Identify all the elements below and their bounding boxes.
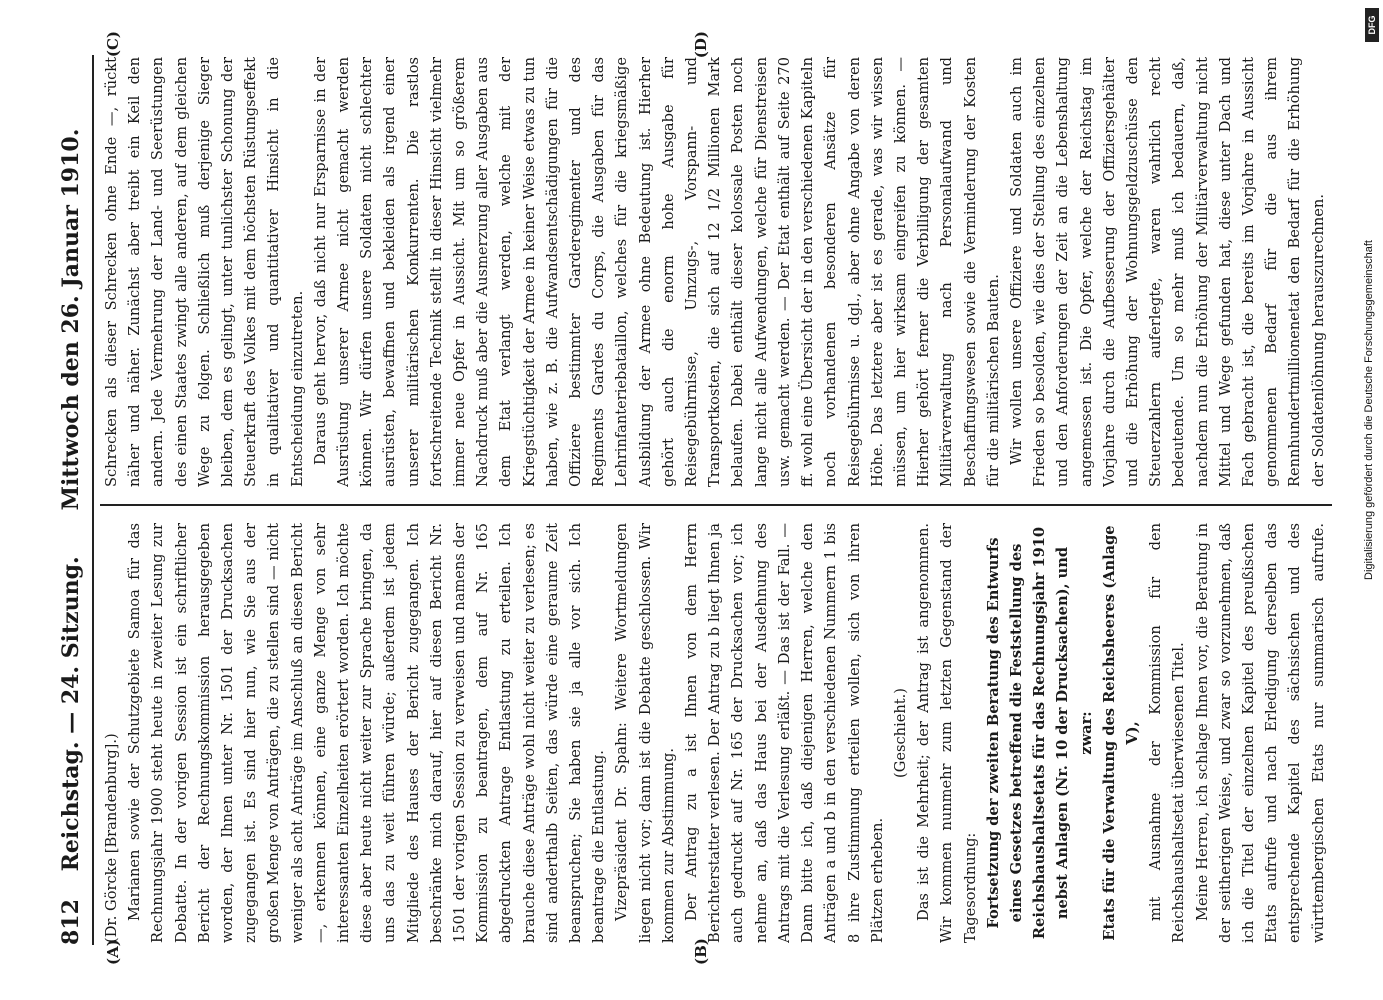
paragraph: Schrecken als dieser Schrecken ohne Ende —, rückt näher und näher. Zunächst aber treibt ein Keil den andern. Jede Vermehrung der Land- und Seerüstungen des einen Staates zwingt alle anderen, auf dem gleichen Wege zu folgen. Schließlich muß derjenige Sieger bleiben, dem es gelingt, unter tunlichster Schonung der Steuerkraft des Volkes mit dem höchsten Rüstungseffekt in qualitativer und quantitativer Hinsicht in die Entscheidung einzutreten.	[102, 57, 306, 487]
session-title: Reichstag. — 24. Sitzung.	[57, 556, 84, 872]
page-header	[58, 55, 88, 945]
margin-mark-c: (C)	[103, 31, 122, 58]
speaker-tag: (Dr. Görcke [Brandenburg].)	[102, 733, 120, 943]
margin-mark-b: (B)	[691, 938, 710, 965]
paragraph: Daraus geht hervor, daß nicht nur Ersparnisse in der Ausrüstung unserer Armee nicht gemacht werden können. Wir dürfen unsere Soldaten nicht schlechter ausrüsten, bewaffnen und bekleiden als irgend einer unserer militärischen Konkurrenten. Die rastlos fortschreitende Technik stellt in dieser Hinsicht vielmehr immer neue Opfer in Aussicht. Mit um so größerem Nachdruck muß aber die Ausmerzung aller Ausgaben aus dem Etat verlangt werden, welche mit der Kriegstüchtigkeit der Armee in keiner Weise etwas zu tun haben, wie z. B. die Aufwandsentschädigungen für die Offiziere bestimmter Garderegimenter und des Regiments Gardes du Corps, die Ausgaben für das Lehrinfanteriebataillon, welches für die kriegsmäßige Ausbildung der Armee ohne Bedeutung ist. Hierher gehört auch die enorm hohe Ausgabe für Reisegebührnisse, Umzugs-, Vorspann- und Transportkosten, die sich auf 12 1/2 Millionen Mark belaufen. Dabei enthält dieser kolossale Posten noch lange nicht alle Aufwendungen, welche für Dienstreisen usw. gemacht werden. — Der Etat enthält auf Seite 270 ff. wohl eine Übersicht der in den verschiedenen Kapiteln noch vorhandenen besonderen Ansätze für Reisegebührnisse u. dgl., aber ohne Angabe von deren Höhe. Das letztere aber ist es gerade, was wir wissen müssen, um hier wirksam eingreifen zu können. — Hierher gehört ferner die Verbilligung der gesamten Militärverwaltung nach Personalaufwand und Beschaffungswesen sowie die Verminderung der Kosten für die militärischen Bauten.	[311, 57, 1002, 487]
paragraph: Marianen sowie der Schutzgebiete Samoa für das Rechnungsjahr 1900 steht heute in zweiter Lesung zur Debatte. In der vorigen Session ist ein schriftlicher Bericht der Rechnungskommission herausgegeben worden, der Ihnen unter Nr. 1501 der Drucksachen zugegangen ist. Es sind hier nun, wie Sie aus der großen Menge von Anträgen, die zu stellen sind — nicht weniger als acht Anträge im Anschluß an diesen Bericht —, erkennen können, eine ganze Menge von sehr interessanten Einzelheiten erörtert worden. Ich möchte diese aber heute nicht weiter zur Sprache bringen, da uns das zu weit führen würde; außerdem ist jedem Mitgliede des Hauses der Bericht zugegangen. Ich beschränke mich darauf, hier auf diesen Bericht Nr. 1501 der vorigen Session zu verweisen und namens der Kommission zu beantragen, dem auf Nr. 165 abgedruckten Antrage Entlastung zu erteilen. Ich brauche diese Anträge wohl nicht weiter zu verlesen; es sind anderthalb Seiten, das würde eine geraume Zeit beanspruchen; Sie haben sie ja alle vor sich. Ich beantrage die Entlastung.	[125, 523, 607, 943]
interjection: (Geschieht.)	[891, 688, 909, 778]
column-divider	[100, 504, 1332, 506]
agenda-heading: Fortsetzung der zweiten Beratung des Entwurfs eines Gesetzes betreffend die Feststellung des Reichshaushaltsetats für das Rechnungsjahr 1910 nebst Anlagen (Nr. 10 der Drucksachen), und zwar:	[984, 526, 1095, 940]
paragraph: mit Ausnahme der Kommission für den Reichshaushaltsetat überwiesenen Titel.	[1146, 523, 1187, 943]
header-rule	[92, 55, 94, 945]
session-date: Mittwoch den 26. Januar 1910.	[57, 128, 84, 511]
paragraph: Wir wollen unsere Offiziere und Soldaten auch im Frieden so besolden, wie dies der Stellung des einzelnen und den Anforderungen der Zeit an die Lebenshaltung angemessen ist. Die Opfer, welche der Reichstag im Vorjahre durch die Aufbesserung der Offiziersgehälter und die Erhöhung der Wohnungsgeldzuschüsse den Steuerzahlern auferlegte, waren wahrlich recht bedeutende. Um so mehr muß ich bedauern, daß, nachdem nun die Erhöhung der Militärverwaltung nicht Mittel und Wege gefunden hat, diese unter Dach und Fach gebracht ist, die bereits im Vorjahre in Aussicht genommenen Bedarf für die aus ihrem Rennhundertmillionenetat den Bedarf für die Erhöhung der Soldatenlöhnung herauszurechnen.	[1007, 57, 1327, 487]
paragraph: Vizepräsident Dr. Spahn: Weitere Wortmeldungen liegen nicht vor; dann ist die Debatte geschlossen. Wir kommen zur Abstimmung.	[612, 523, 677, 943]
running-title	[58, 55, 84, 945]
left-column	[100, 523, 1332, 943]
page-number: 812	[57, 899, 84, 945]
agenda-subheading: Etats für die Verwaltung des Reichsheeres (Anlage V),	[1100, 525, 1141, 941]
margin-mark-a: (A)	[103, 939, 122, 965]
document-page	[42, 31, 1342, 965]
right-column	[100, 57, 1332, 487]
dfg-logo: DFG	[1365, 8, 1379, 42]
digitization-note: Digitalisierung gefördert durch die Deutsche Forschungsgemeinschaft	[1363, 240, 1375, 580]
paragraph: Das ist die Mehrheit; der Antrag ist angenommen. Wir kommen nunmehr zum letzten Gegenstand der Tagesordnung:	[914, 523, 979, 943]
margin-mark-d: (D)	[691, 31, 710, 59]
paragraph: Meine Herren, ich schlage Ihnen vor, die Beratung in der seitherigen Weise, und zwar so vorzunehmen, daß ich die Titel der einzelnen Kapitel des preußischen Etats aufrufe und nach Erledigung derselben das entsprechende Kapitel des sächsischen und des württembergischen Etats nur summarisch aufrufe.	[1193, 523, 1327, 943]
paragraph: Der Antrag zu a ist Ihnen von dem Herrn Berichterstatter verlesen. Der Antrag zu b liegt Ihnen ja auch gedruckt auf Nr. 165 der Drucksachen vor; ich nehme an, daß das Haus bei der Ausdehnung des Antrags mit die Verlesung erläßt. — Das ist der Fall. — Dann bitte ich, daß diejenigen Herren, welche den Anträgen a und b in den verschiedenen Nummern 1 bis 8 ihre Zustimmung erteilen wollen, sich von ihren Plätzen erheben.	[682, 523, 886, 943]
